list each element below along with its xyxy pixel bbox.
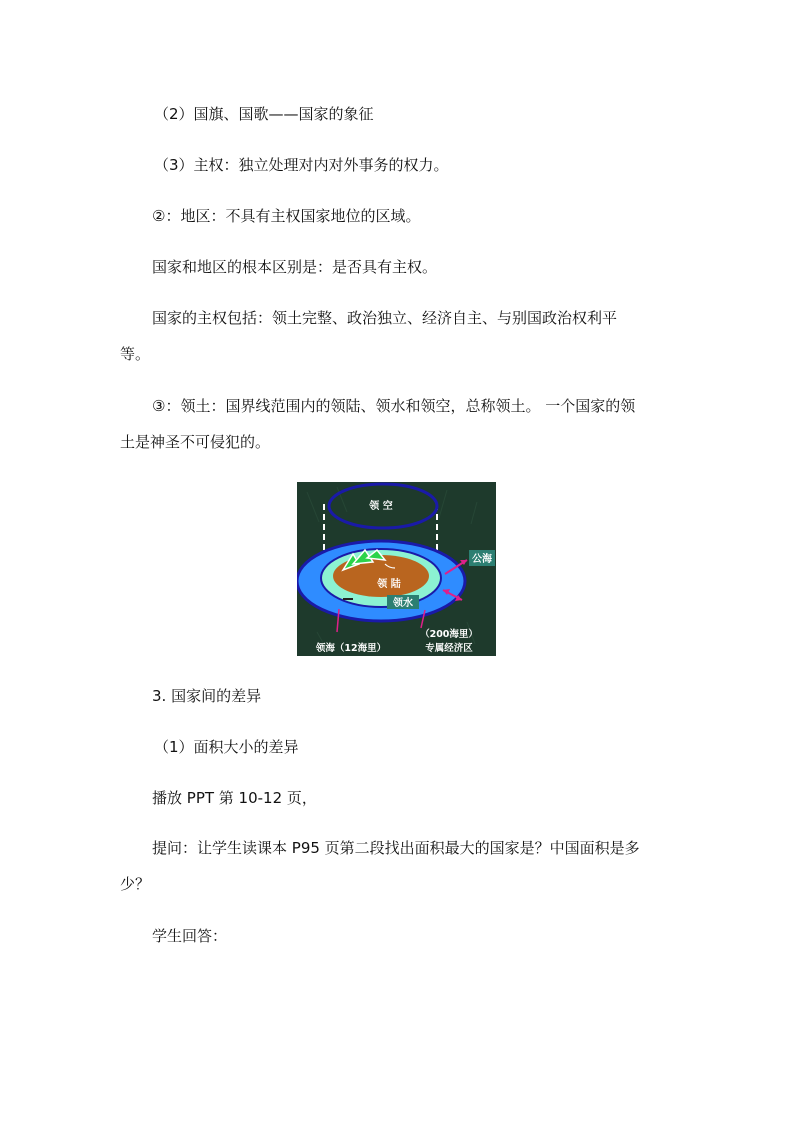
text-line-sovereignty-includes-cont: 等。 [120,345,151,363]
label-water: 领水 [393,598,413,609]
text-line-play-ppt: 播放 PPT 第 10-12 页， [152,789,317,807]
text-line-territory-cont: 土是神圣不可侵犯的。 [120,433,271,451]
text-line-flag-anthem: （2）国旗、国歌——国家的象征 [154,105,374,123]
text-line-area-difference: （1）面积大小的差异 [154,738,299,756]
text-line-question: 提问：让学生读课本 P95 页第二段找出面积最大的国家是？中国面积是多 [152,839,640,857]
label-territorial-sea: 领海（12海里） [315,643,387,654]
text-line-region: ②：地区：不具有主权国家地位的区域。 [152,207,421,225]
text-line-sovereignty-includes: 国家的主权包括：领土完整、政治独立、经济自主、与别国政治权利平 [152,309,618,327]
label-land: 领 陆 [377,579,401,590]
territory-diagram [297,482,496,656]
label-eez-distance: （200海里） [420,629,478,640]
land-area [333,555,429,597]
label-airspace: 领 空 [369,501,393,512]
text-line-territory: ③：领土：国界线范围内的领陆、领水和领空，总称领土。 一个国家的领 [152,397,636,415]
label-high-seas: 公海 [472,554,492,565]
text-line-difference: 国家和地区的根本区别是：是否具有主权。 [152,258,438,276]
label-eez: 专属经济区 [425,643,473,654]
text-line-sovereignty: （3）主权：独立处理对内对外事务的权力。 [154,156,449,174]
text-line-question-cont: 少？ [120,875,151,893]
text-line-student-answer: 学生回答： [152,927,228,945]
text-line-country-differences: 3. 国家间的差异 [152,687,262,705]
